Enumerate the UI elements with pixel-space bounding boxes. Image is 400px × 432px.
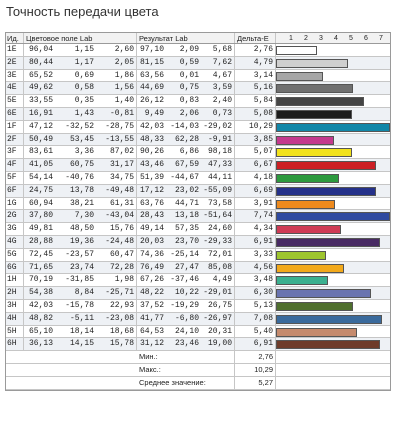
cell-result-a: 2,06 bbox=[179, 108, 199, 118]
cell-id: 1G bbox=[6, 198, 24, 210]
cell-field-a: 18,14 bbox=[69, 326, 94, 336]
cell-field-a: -40,76 bbox=[65, 172, 94, 182]
summary-value: 10,29 bbox=[235, 364, 276, 376]
cell-field-l: 37,80 bbox=[28, 211, 53, 221]
cell-result-a: 10,22 bbox=[174, 288, 199, 298]
cell-field-a: 53,45 bbox=[69, 134, 94, 144]
table-row bbox=[6, 185, 390, 198]
cell-id: 5E bbox=[6, 95, 24, 107]
cell-id: 2G bbox=[6, 210, 24, 222]
cell-result-b: 85,08 bbox=[201, 262, 235, 274]
cell-id: 1H bbox=[6, 274, 24, 286]
cell-delta-e: 6,69 bbox=[235, 185, 276, 197]
cell-field-b: -0,81 bbox=[96, 108, 137, 120]
cell-field-a: 13,78 bbox=[69, 185, 94, 195]
delta-e-bar bbox=[276, 340, 380, 349]
table-row bbox=[6, 172, 390, 185]
delta-e-bar bbox=[276, 302, 353, 311]
cell-result-b: 5,68 bbox=[201, 44, 235, 56]
cell-result-b: 26,75 bbox=[201, 300, 235, 312]
cell-delta-e: 5,13 bbox=[235, 300, 276, 312]
cell-field-a: 3,36 bbox=[74, 147, 94, 157]
cell-id: 5G bbox=[6, 249, 24, 261]
cell-result-l: 9,49 bbox=[144, 108, 164, 118]
cell-field-b: 60,47 bbox=[96, 249, 137, 261]
cell-delta-e: 3,14 bbox=[235, 70, 276, 82]
cell-field-b: -49,48 bbox=[96, 185, 137, 197]
delta-e-bar bbox=[276, 328, 357, 337]
table-row bbox=[6, 57, 390, 70]
scale-tick: 3 bbox=[319, 35, 323, 42]
cell-delta-e: 5,40 bbox=[235, 326, 276, 338]
header-result-lab: Результат Lab bbox=[137, 33, 235, 43]
cell-result-l: 44,69 bbox=[139, 83, 164, 93]
cell-field-l: 72,45 bbox=[28, 249, 53, 259]
cell-result-l: 37,52 bbox=[139, 300, 164, 310]
cell-result-l: 76,49 bbox=[139, 262, 164, 272]
cell-result-l: 17,12 bbox=[139, 185, 164, 195]
delta-e-bar bbox=[276, 200, 335, 209]
cell-id: 1F bbox=[6, 121, 24, 133]
cell-id: 4E bbox=[6, 82, 24, 94]
cell-id: 2F bbox=[6, 134, 24, 146]
summary-block bbox=[6, 351, 390, 389]
cell-delta-e: 6,91 bbox=[235, 338, 276, 350]
cell-delta-e: 5,08 bbox=[235, 108, 276, 120]
cell-result-a: 24,10 bbox=[174, 326, 199, 336]
scale-tick: 4 bbox=[334, 35, 338, 42]
cell-field-a: 0,58 bbox=[74, 83, 94, 93]
table-row bbox=[6, 249, 390, 262]
delta-e-bar bbox=[276, 289, 371, 298]
table-row bbox=[6, 338, 390, 351]
cell-field-b: 61,31 bbox=[96, 198, 137, 210]
rows-container bbox=[6, 44, 390, 351]
cell-result-l: 90,26 bbox=[139, 147, 164, 157]
delta-e-bar bbox=[276, 136, 334, 145]
header-lab-field: Цветовое поле Lab bbox=[24, 33, 137, 43]
cell-result-l: 48,22 bbox=[139, 288, 164, 298]
cell-id: 2H bbox=[6, 287, 24, 299]
cell-id: 6E bbox=[6, 108, 24, 120]
delta-e-bar bbox=[276, 315, 382, 324]
table-row bbox=[6, 146, 390, 159]
cell-field-b: 31,17 bbox=[96, 159, 137, 171]
table-row bbox=[6, 44, 390, 57]
table-row bbox=[6, 198, 390, 211]
cell-result-b: -9,91 bbox=[201, 134, 235, 146]
cell-result-l: 67,26 bbox=[139, 275, 164, 285]
cell-field-l: 49,81 bbox=[28, 224, 53, 234]
cell-field-b: 1,40 bbox=[96, 95, 137, 107]
cell-result-a: 44,71 bbox=[174, 198, 199, 208]
cell-field-b: 15,76 bbox=[96, 223, 137, 235]
table-row bbox=[6, 300, 390, 313]
delta-e-bar bbox=[276, 59, 348, 68]
cell-id: 5H bbox=[6, 326, 24, 338]
cell-field-l: 41,05 bbox=[28, 160, 53, 170]
cell-field-l: 70,19 bbox=[28, 275, 53, 285]
cell-field-b: 1,86 bbox=[96, 70, 137, 82]
cell-field-b: 15,78 bbox=[96, 338, 137, 350]
cell-field-b: -23,08 bbox=[96, 313, 137, 325]
cell-delta-e: 6,67 bbox=[235, 159, 276, 171]
cell-result-b: 98,18 bbox=[201, 146, 235, 158]
cell-field-a: 0,35 bbox=[74, 96, 94, 106]
cell-result-a: 23,46 bbox=[174, 339, 199, 349]
cell-result-l: 26,12 bbox=[139, 96, 164, 106]
cell-result-a: 27,47 bbox=[174, 262, 199, 272]
cell-field-l: 65,10 bbox=[28, 326, 53, 336]
cell-result-a: 0,83 bbox=[179, 96, 199, 106]
cell-field-a: 19,36 bbox=[69, 236, 94, 246]
table-row bbox=[6, 287, 390, 300]
cell-result-l: 64,53 bbox=[139, 326, 164, 336]
cell-field-l: 96,04 bbox=[28, 45, 53, 54]
cell-field-a: 48,50 bbox=[69, 224, 94, 234]
cell-result-l: 43,46 bbox=[139, 160, 164, 170]
cell-result-a: -37,46 bbox=[170, 275, 199, 285]
cell-delta-e: 4,34 bbox=[235, 223, 276, 235]
summary-value: 2,76 bbox=[235, 351, 276, 363]
cell-id: 4F bbox=[6, 159, 24, 171]
cell-field-b: 34,75 bbox=[96, 172, 137, 184]
delta-e-bar bbox=[276, 97, 364, 106]
cell-result-a: -6,80 bbox=[174, 313, 199, 323]
cell-delta-e: 3,91 bbox=[235, 198, 276, 210]
summary-row bbox=[6, 364, 390, 377]
cell-result-b: 3,59 bbox=[201, 82, 235, 94]
cell-field-a: -15,78 bbox=[65, 300, 94, 310]
cell-field-l: 36,13 bbox=[28, 339, 53, 349]
cell-result-l: 28,43 bbox=[139, 211, 164, 221]
cell-result-b: -29,01 bbox=[201, 287, 235, 299]
table-row bbox=[6, 210, 390, 223]
cell-field-a: -32,52 bbox=[65, 121, 94, 131]
cell-result-b: 4,67 bbox=[201, 70, 235, 82]
cell-id: 5F bbox=[6, 172, 24, 184]
delta-e-bar bbox=[276, 72, 323, 81]
cell-result-a: 62,28 bbox=[174, 134, 199, 144]
cell-result-l: 20,03 bbox=[139, 236, 164, 246]
cell-id: 2E bbox=[6, 57, 24, 69]
cell-result-l: 51,39 bbox=[139, 172, 164, 182]
cell-id: 6G bbox=[6, 262, 24, 274]
delta-e-bar bbox=[276, 212, 390, 221]
delta-e-bar bbox=[276, 187, 376, 196]
scale-ticks bbox=[276, 33, 390, 43]
cell-result-a: 67,59 bbox=[174, 160, 199, 170]
cell-field-l: 16,91 bbox=[28, 108, 53, 118]
table-row bbox=[6, 274, 390, 287]
delta-e-bar bbox=[276, 84, 353, 93]
cell-result-a: 57,35 bbox=[174, 224, 199, 234]
delta-e-bar bbox=[276, 110, 352, 119]
cell-result-b: -51,64 bbox=[201, 210, 235, 222]
cell-result-l: 63,76 bbox=[139, 198, 164, 208]
summary-value: 5,27 bbox=[235, 377, 276, 389]
cell-result-a: 23,02 bbox=[174, 185, 199, 195]
summary-label: Макс.: bbox=[137, 364, 235, 376]
cell-result-b: 72,01 bbox=[201, 249, 235, 261]
table-row bbox=[6, 236, 390, 249]
cell-delta-e: 5,07 bbox=[235, 146, 276, 158]
cell-field-a: -23,57 bbox=[65, 249, 94, 259]
cell-field-l: 83,61 bbox=[28, 147, 53, 157]
cell-field-b: 1,98 bbox=[96, 274, 137, 286]
delta-e-bar bbox=[276, 161, 376, 170]
cell-result-l: 49,14 bbox=[139, 224, 164, 234]
cell-delta-e: 6,91 bbox=[235, 236, 276, 248]
cell-result-l: 97,10 bbox=[139, 45, 164, 54]
cell-field-l: 54,14 bbox=[28, 172, 53, 182]
delta-e-bar bbox=[276, 251, 326, 260]
cell-field-a: 23,74 bbox=[69, 262, 94, 272]
scale-tick: 7 bbox=[379, 35, 383, 42]
cell-field-l: 48,82 bbox=[28, 313, 53, 323]
cell-field-b: -43,04 bbox=[96, 210, 137, 222]
table-row bbox=[6, 134, 390, 147]
cell-result-a: 6,86 bbox=[179, 147, 199, 157]
cell-result-b: 47,33 bbox=[201, 159, 235, 171]
table-row bbox=[6, 326, 390, 339]
cell-id: 3G bbox=[6, 223, 24, 235]
table-row bbox=[6, 82, 390, 95]
scale-tick: 5 bbox=[349, 35, 353, 42]
cell-result-b: 20,31 bbox=[201, 326, 235, 338]
cell-delta-e: 7,74 bbox=[235, 210, 276, 222]
cell-id: 3E bbox=[6, 70, 24, 82]
cell-field-a: 8,84 bbox=[74, 288, 94, 298]
cell-delta-e: 5,16 bbox=[235, 82, 276, 94]
table-row bbox=[6, 262, 390, 275]
cell-result-a: -44,67 bbox=[170, 172, 199, 182]
cell-field-b: -28,75 bbox=[96, 121, 137, 133]
page-title: Точность передачи цвета bbox=[6, 4, 159, 19]
scale-tick: 1 bbox=[289, 35, 293, 42]
cell-field-a: 60,75 bbox=[69, 160, 94, 170]
cell-field-b: 2,60 bbox=[96, 44, 137, 56]
delta-e-bar bbox=[276, 276, 328, 285]
cell-result-b: -26,97 bbox=[201, 313, 235, 325]
cell-result-a: -19,29 bbox=[170, 300, 199, 310]
cell-delta-e: 5,84 bbox=[235, 95, 276, 107]
cell-result-l: 63,56 bbox=[139, 70, 164, 80]
cell-field-a: 1,15 bbox=[74, 45, 94, 54]
summary-label: Мин.: bbox=[137, 351, 235, 363]
cell-result-b: 2,40 bbox=[201, 95, 235, 107]
cell-result-l: 41,77 bbox=[139, 313, 164, 323]
delta-e-bar bbox=[276, 174, 339, 183]
cell-field-b: 87,02 bbox=[96, 146, 137, 158]
delta-e-bar bbox=[276, 225, 341, 234]
cell-field-a: 38,21 bbox=[69, 198, 94, 208]
cell-result-b: 0,73 bbox=[201, 108, 235, 120]
cell-id: 3F bbox=[6, 146, 24, 158]
cell-result-a: 2,09 bbox=[179, 45, 199, 54]
cell-result-b: 4,49 bbox=[201, 274, 235, 286]
cell-delta-e: 3,85 bbox=[235, 134, 276, 146]
cell-result-l: 48,33 bbox=[139, 134, 164, 144]
cell-field-a: 1,43 bbox=[74, 108, 94, 118]
summary-row bbox=[6, 377, 390, 390]
table-row bbox=[6, 223, 390, 236]
cell-field-l: 65,52 bbox=[28, 70, 53, 80]
delta-e-bar bbox=[276, 46, 317, 55]
cell-delta-e: 6,30 bbox=[235, 287, 276, 299]
cell-id: 3H bbox=[6, 300, 24, 312]
cell-id: 1E bbox=[6, 44, 24, 56]
table-row bbox=[6, 121, 390, 134]
cell-id: 4G bbox=[6, 236, 24, 248]
cell-result-l: 74,36 bbox=[139, 249, 164, 259]
cell-id: 6F bbox=[6, 185, 24, 197]
cell-field-b: -13,55 bbox=[96, 134, 137, 146]
cell-result-a: -14,03 bbox=[170, 121, 199, 131]
cell-result-b: 73,58 bbox=[201, 198, 235, 210]
color-accuracy-table bbox=[5, 32, 391, 391]
cell-field-l: 49,62 bbox=[28, 83, 53, 93]
cell-result-a: 0,59 bbox=[179, 57, 199, 67]
summary-label: Среднее значение: bbox=[137, 377, 235, 389]
cell-field-b: -25,71 bbox=[96, 287, 137, 299]
table-header bbox=[6, 33, 390, 44]
cell-result-a: 13,18 bbox=[174, 211, 199, 221]
cell-field-l: 54,38 bbox=[28, 288, 53, 298]
table-row bbox=[6, 159, 390, 172]
cell-result-l: 31,12 bbox=[139, 339, 164, 349]
cell-delta-e: 2,76 bbox=[235, 44, 276, 56]
header-delta-e: Дельта-E bbox=[235, 33, 276, 43]
cell-field-b: 1,56 bbox=[96, 82, 137, 94]
cell-field-a: 1,17 bbox=[74, 57, 94, 67]
delta-e-bar bbox=[276, 148, 352, 157]
cell-field-l: 50,49 bbox=[28, 134, 53, 144]
cell-field-l: 28,88 bbox=[28, 236, 53, 246]
cell-result-b: 7,62 bbox=[201, 57, 235, 69]
header-id: Ид. bbox=[6, 33, 24, 43]
cell-result-b: -55,09 bbox=[201, 185, 235, 197]
cell-field-l: 80,44 bbox=[28, 57, 53, 67]
cell-field-b: 72,28 bbox=[96, 262, 137, 274]
table-row bbox=[6, 108, 390, 121]
cell-result-b: -29,33 bbox=[201, 236, 235, 248]
cell-field-l: 24,75 bbox=[28, 185, 53, 195]
table-row bbox=[6, 70, 390, 83]
cell-result-b: -29,02 bbox=[201, 121, 235, 133]
delta-e-bar bbox=[276, 264, 344, 273]
cell-field-l: 33,55 bbox=[28, 96, 53, 106]
cell-delta-e: 3,33 bbox=[235, 249, 276, 261]
cell-delta-e: 4,56 bbox=[235, 262, 276, 274]
cell-field-a: -31,85 bbox=[65, 275, 94, 285]
delta-e-bar bbox=[276, 123, 390, 132]
cell-field-l: 71,65 bbox=[28, 262, 53, 272]
table-row bbox=[6, 95, 390, 108]
cell-field-l: 60,94 bbox=[28, 198, 53, 208]
cell-delta-e: 3,48 bbox=[235, 274, 276, 286]
cell-field-l: 42,03 bbox=[28, 300, 53, 310]
cell-delta-e: 4,18 bbox=[235, 172, 276, 184]
cell-field-b: -24,48 bbox=[96, 236, 137, 248]
cell-field-b: 2,05 bbox=[96, 57, 137, 69]
cell-result-a: 0,01 bbox=[179, 70, 199, 80]
cell-result-a: -25,14 bbox=[170, 249, 199, 259]
cell-delta-e: 7,08 bbox=[235, 313, 276, 325]
cell-field-a: 14,15 bbox=[69, 339, 94, 349]
scale-tick: 6 bbox=[364, 35, 368, 42]
cell-delta-e: 4,79 bbox=[235, 57, 276, 69]
cell-result-l: 81,15 bbox=[139, 57, 164, 67]
cell-id: 6H bbox=[6, 338, 24, 350]
cell-delta-e: 10,29 bbox=[235, 121, 276, 133]
cell-field-b: 22,93 bbox=[96, 300, 137, 312]
cell-field-l: 47,12 bbox=[28, 121, 53, 131]
table-row bbox=[6, 313, 390, 326]
cell-result-b: 24,60 bbox=[201, 223, 235, 235]
cell-result-b: 44,11 bbox=[201, 172, 235, 184]
delta-e-bar bbox=[276, 238, 380, 247]
cell-field-a: 0,69 bbox=[74, 70, 94, 80]
cell-result-a: 23,70 bbox=[174, 236, 199, 246]
cell-result-l: 42,03 bbox=[139, 121, 164, 131]
cell-field-b: 18,68 bbox=[96, 326, 137, 338]
cell-field-a: -5,11 bbox=[69, 313, 94, 323]
cell-result-b: 19,00 bbox=[201, 338, 235, 350]
summary-row bbox=[6, 351, 390, 364]
cell-id: 4H bbox=[6, 313, 24, 325]
cell-result-a: 0,75 bbox=[179, 83, 199, 93]
scale-tick: 2 bbox=[304, 35, 308, 42]
cell-field-a: 7,30 bbox=[74, 211, 94, 221]
